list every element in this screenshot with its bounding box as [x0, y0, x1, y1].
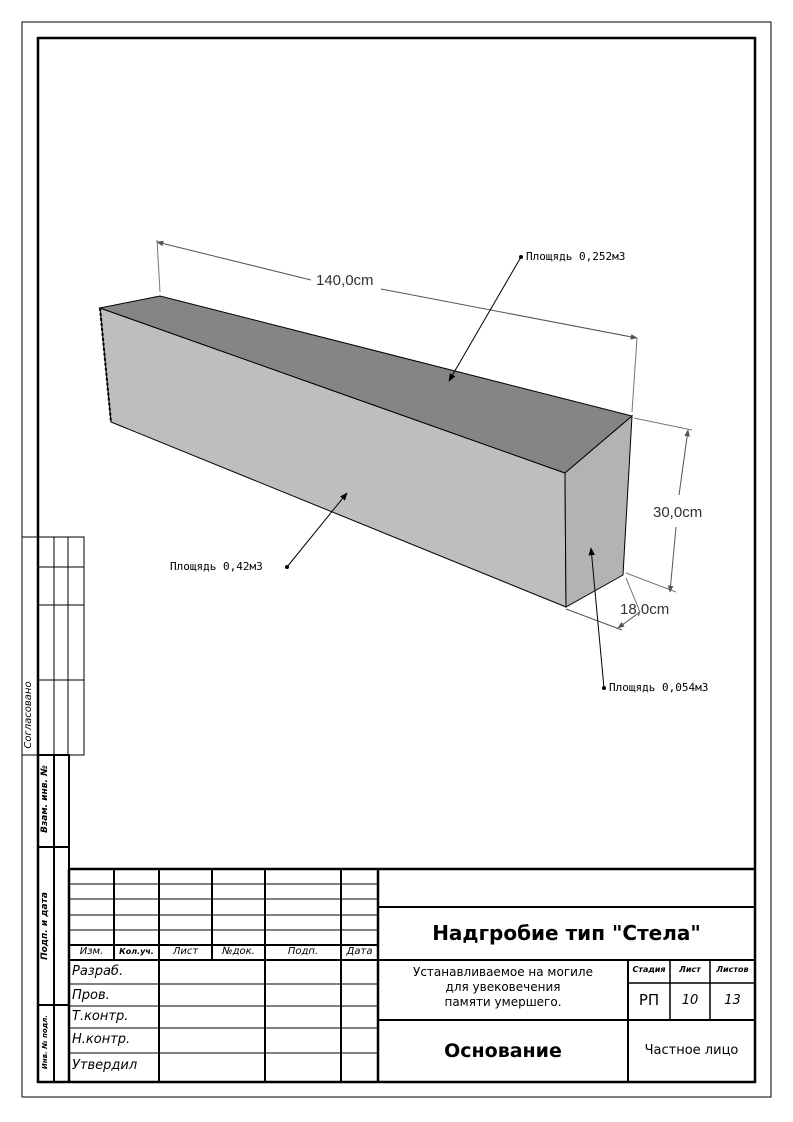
- role-developed: Разраб.: [72, 964, 124, 979]
- header-sheet: Лист: [172, 946, 199, 957]
- header-count: Кол.уч.: [119, 947, 154, 956]
- role-norm-control: Н.контр.: [72, 1032, 131, 1047]
- sheet-label: Лист: [679, 965, 701, 974]
- description-line-2: для увековечения: [445, 980, 561, 994]
- leader-top: [449, 255, 523, 381]
- sheet-value: 10: [681, 993, 699, 1008]
- inv-orig-label: Инв. № подл.: [41, 1014, 49, 1070]
- description: [380, 965, 626, 1010]
- role-tech-control: Т.контр.: [72, 1009, 129, 1024]
- sheets-value: 13: [724, 993, 741, 1008]
- header-doc: №док.: [222, 946, 255, 957]
- header-sign: Подп.: [287, 946, 319, 957]
- project-title: Надгробие тип "Стела": [432, 921, 701, 945]
- agreed-label: Согласовано: [23, 681, 34, 749]
- dim-width-label: 18,0cm: [620, 601, 670, 618]
- dim-height-label: 30,0cm: [653, 504, 703, 521]
- sheets-label: Листов: [716, 965, 749, 974]
- dim-length-label: 140,0cm: [316, 272, 374, 289]
- organization: Частное лицо: [644, 1043, 739, 1058]
- note-front-area: Площядь 0,42м3: [170, 560, 263, 573]
- role-approved: Утвердил: [72, 1058, 138, 1073]
- part-name: Основание: [444, 1040, 562, 1062]
- note-top-area: Площядь 0,252м3: [526, 250, 626, 263]
- inv-replace-label: Взам. инв. №: [40, 765, 50, 833]
- stage-label: Стадия: [632, 965, 666, 974]
- header-change: Изм.: [79, 946, 104, 957]
- sign-date-label: Подп. и дата: [40, 892, 50, 960]
- header-date: Дата: [346, 946, 373, 957]
- description-line-1: Устанавливаемое на могиле: [413, 965, 593, 979]
- role-checked: Пров.: [72, 988, 110, 1003]
- stage-value: РП: [638, 991, 660, 1009]
- note-side-area: Площядь 0,054м3: [609, 681, 709, 694]
- description-line-3: памяти умершего.: [444, 995, 562, 1009]
